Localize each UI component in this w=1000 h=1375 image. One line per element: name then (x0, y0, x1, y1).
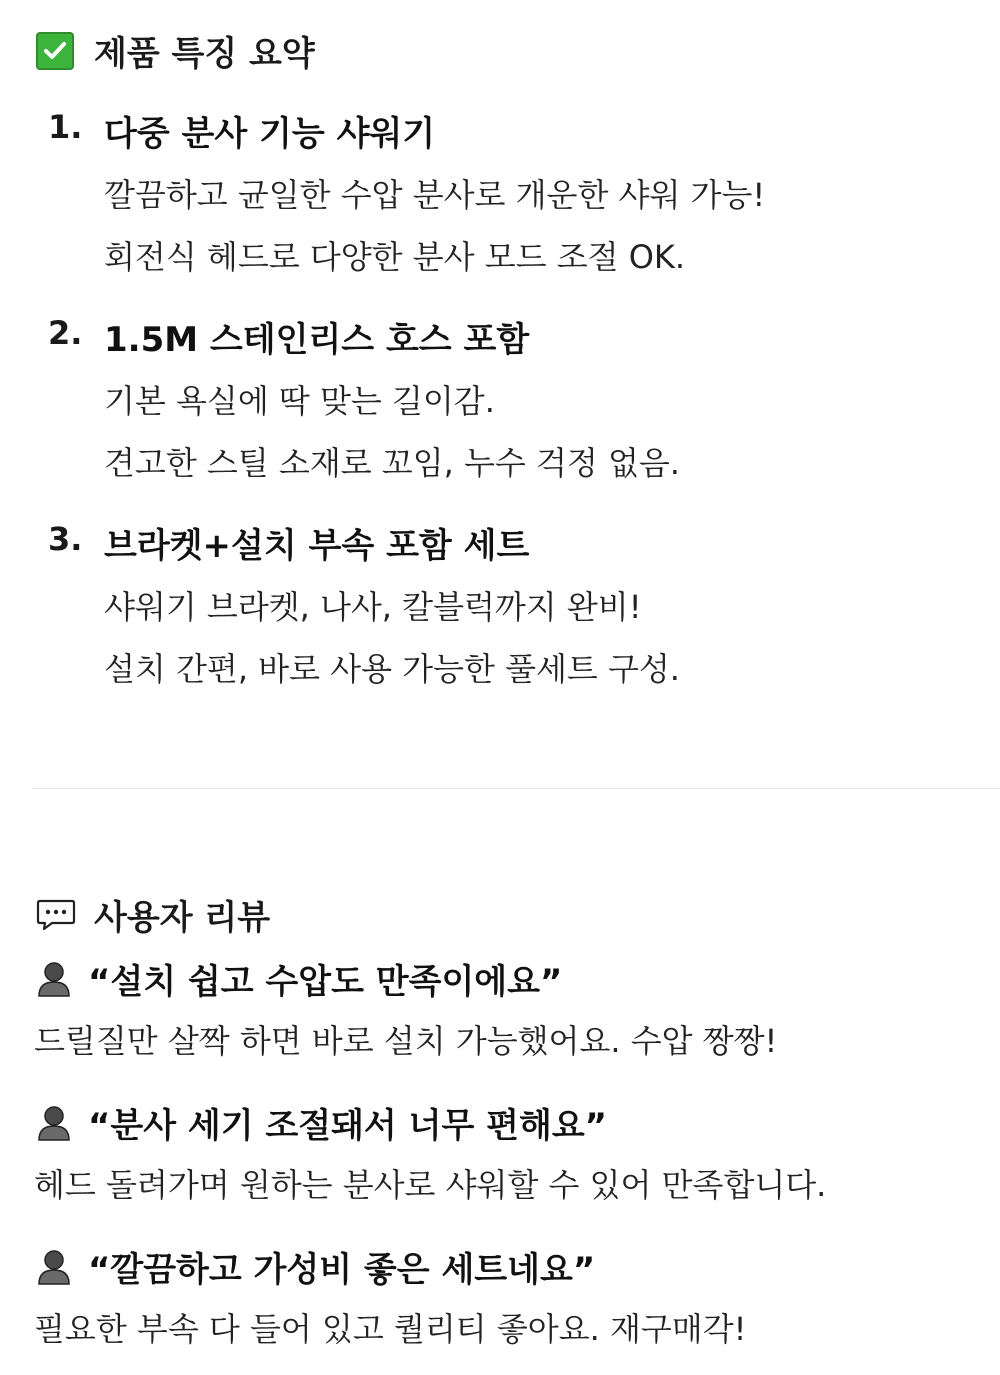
review-title-text: “깔끔하고 가성비 좋은 세트네요” (88, 1250, 596, 1290)
review-body: 헤드 돌려가며 원하는 분사로 샤워할 수 있어 만족합니다. (34, 1166, 827, 1204)
feature-item (0, 102, 1000, 308)
feature-description: 기본 욕실에 딱 맞는 길이감. (104, 382, 495, 420)
review-title-text: “분사 세기 조절돼서 너무 편해요” (88, 1106, 608, 1146)
check-mark-icon (36, 32, 74, 70)
review-body: 드릴질만 살짝 하면 바로 설치 가능했어요. 수압 짱짱! (34, 1022, 778, 1060)
speech-bubble-icon (36, 898, 76, 932)
review-title (36, 954, 562, 1003)
person-icon (36, 1104, 72, 1142)
feature-number: 1. (48, 108, 83, 146)
feature-description: 회전식 헤드로 다양한 분사 모드 조절 OK. (104, 238, 686, 276)
feature-number: 2. (48, 314, 83, 352)
feature-item (0, 514, 1000, 720)
features-heading (36, 26, 315, 75)
feature-description: 샤워기 브라켓, 나사, 칼블럭까지 완비! (104, 588, 642, 626)
feature-description: 깔끔하고 균일한 수압 분사로 개운한 샤워 가능! (104, 176, 766, 214)
feature-number: 3. (48, 520, 83, 558)
feature-title: 1.5M 스테인리스 호스 포함 (104, 320, 530, 360)
feature-description: 설치 간편, 바로 사용 가능한 풀세트 구성. (104, 650, 680, 688)
feature-title: 브라켓+설치 부속 포함 세트 (104, 526, 530, 566)
person-icon (36, 960, 72, 998)
feature-title: 다중 분사 기능 샤워기 (104, 114, 436, 154)
review-body: 필요한 부속 다 들어 있고 퀄리티 좋아요. 재구매각! (34, 1310, 747, 1348)
review-title (36, 1242, 595, 1291)
feature-item (0, 308, 1000, 514)
reviews-heading (36, 890, 270, 939)
reviews-heading-text: 사용자 리뷰 (94, 898, 271, 938)
feature-description: 견고한 스틸 소재로 꼬임, 누수 걱정 없음. (104, 444, 680, 482)
section-divider (32, 788, 1000, 789)
features-heading-text: 제품 특징 요약 (94, 34, 315, 74)
features-list (0, 102, 1000, 720)
person-icon (36, 1248, 72, 1286)
review-title (36, 1098, 607, 1147)
review-title-text: “설치 쉽고 수압도 만족이에요” (88, 962, 563, 1002)
